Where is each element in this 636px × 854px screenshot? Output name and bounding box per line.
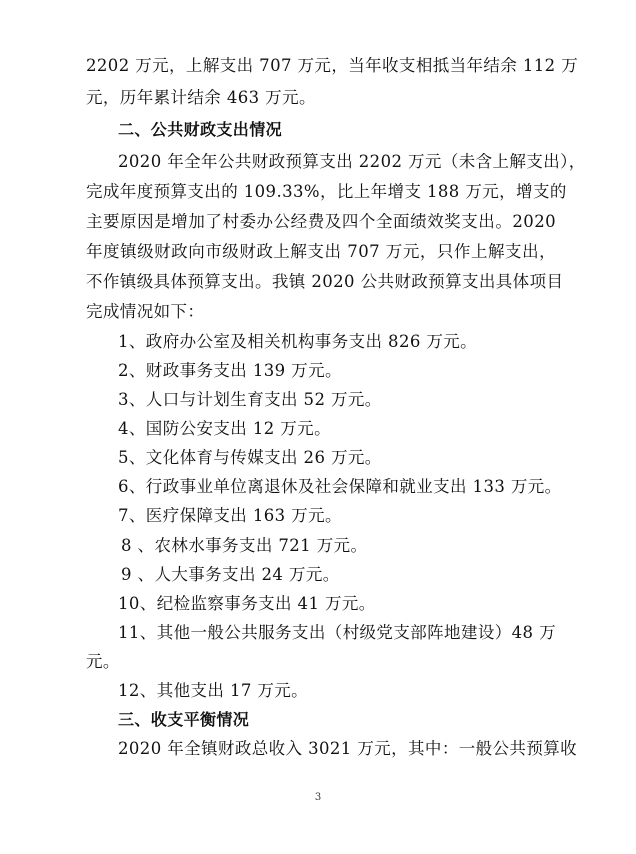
list-item: 1、政府办公室及相关机构事务支出 826 万元。 (118, 332, 478, 351)
list-item: 11、其他一般公共服务支出（村级党支部阵地建设）48 万 (118, 623, 556, 642)
intro-line-1: 2202 万元，上解支出 707 万元，当年收支相抵当年结余 112 万 (86, 56, 579, 75)
list-item: 9 、人大事务支出 24 万元。 (121, 565, 340, 584)
section2-line-5: 不作镇级具体预算支出。我镇 2020 公共财政预算支出具体项目 (86, 272, 564, 291)
list-item: 2、财政事务支出 139 万元。 (118, 361, 342, 380)
intro-line-2: 元，历年累计结余 463 万元。 (86, 88, 316, 107)
section-heading-balance: 三、收支平衡情况 (118, 710, 250, 729)
list-item: 6、行政事业单位离退休及社会保障和就业支出 133 万元。 (118, 477, 562, 496)
section-heading-expenditure: 二、公共财政支出情况 (118, 120, 283, 139)
list-item: 7、医疗保障支出 163 万元。 (118, 506, 342, 525)
section2-line-3: 主要原因是增加了村委办公经费及四个全面绩效奖支出。2020 (86, 212, 556, 231)
section2-line-6: 完成情况如下： (86, 302, 205, 321)
list-item: 8 、农林水事务支出 721 万元。 (121, 536, 368, 555)
section2-line-4: 年度镇级财政向市级财政上解支出 707 万元，只作上解支出， (86, 242, 556, 261)
list-item: 4、国防公安支出 12 万元。 (118, 419, 331, 438)
list-item: 5、文化体育与传媒支出 26 万元。 (118, 448, 382, 467)
section3-line-1: 2020 年全镇财政总收入 3021 万元，其中：一般公共预算收 (118, 739, 578, 758)
list-item: 12、其他支出 17 万元。 (118, 681, 309, 700)
section2-line-2: 完成年度预算支出的 109.33%，比上年增支 188 万元，增支的 (86, 182, 567, 201)
list-item: 3、人口与计划生育支出 52 万元。 (118, 390, 382, 409)
list-item: 10、纪检监察事务支出 41 万元。 (118, 594, 376, 613)
page-number: 3 (314, 792, 322, 803)
section2-line-1: 2020 年全年公共财政预算支出 2202 万元（未含上解支出）， (118, 152, 586, 171)
list-item-continuation: 元。 (86, 652, 120, 671)
